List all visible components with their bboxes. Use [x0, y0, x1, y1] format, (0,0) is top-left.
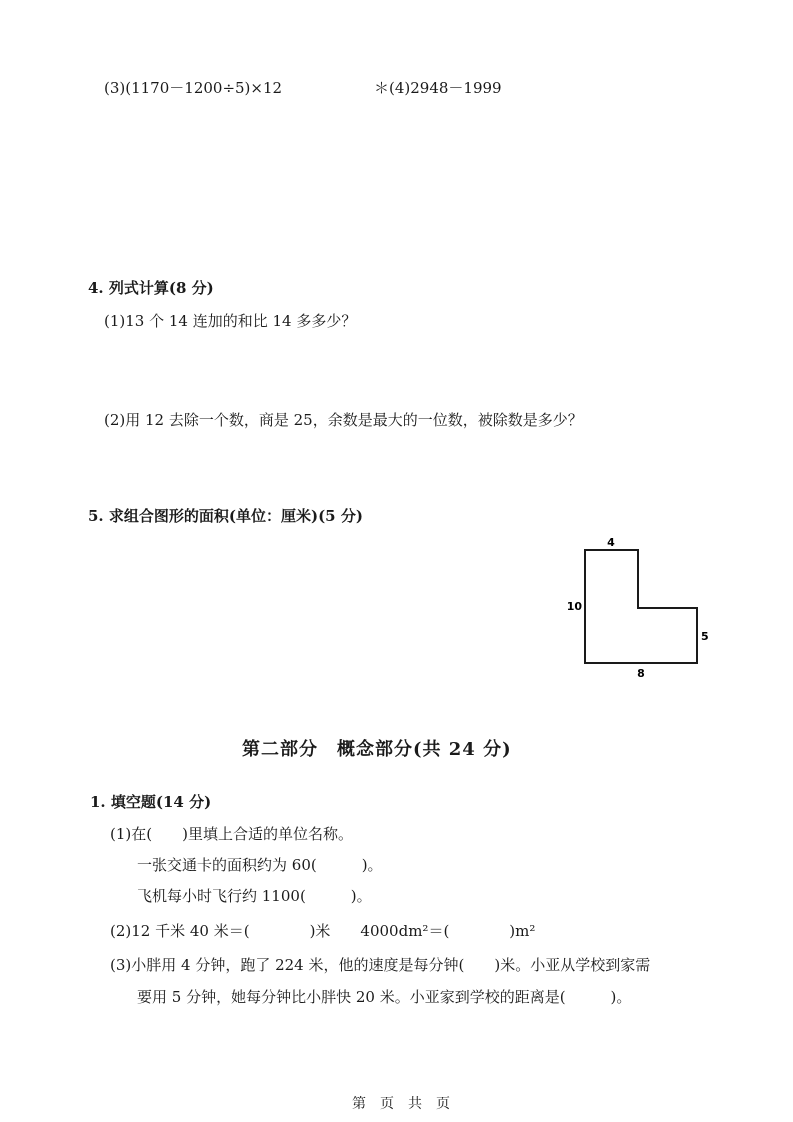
- l-shape-outline: [585, 550, 697, 663]
- l-shape-figure: [560, 530, 720, 680]
- problem-4-expression: ＊(4)2948－1999: [374, 79, 502, 97]
- section-5-heading: 5. 求组合图形的面积(单位：厘米)(5 分): [88, 507, 363, 525]
- part-2-question-1: (1)在( )里填上合适的单位名称。: [110, 825, 353, 843]
- problem-3-expression: (3)(1170－1200÷5)×12: [104, 79, 283, 97]
- section-4-question-1: (1)13 个 14 连加的和比 14 多多少？: [104, 312, 357, 330]
- part-2-heading: 1. 填空题(14 分): [90, 793, 212, 811]
- figure-label-right: 5: [701, 630, 709, 643]
- figure-label-left: 10: [566, 600, 582, 613]
- part-2-question-2: (2)12 千米 40 米＝( )米 4000dm²＝( )m²: [110, 922, 536, 940]
- part-2-question-1a: 一张交通卡的面积约为 60( )。: [137, 856, 383, 874]
- part-2-question-1b: 飞机每小时飞行约 1100( )。: [137, 887, 372, 905]
- figure-label-top: 4: [607, 536, 615, 549]
- part-2-question-3-line-1: (3)小胖用 4 分钟，跑了 224 米，他的速度是每分钟( )米。小亚从学校到家需: [110, 956, 651, 974]
- section-4-heading: 4. 列式计算(8 分): [88, 279, 214, 297]
- page-footer: 第 页 共 页: [352, 1096, 450, 1112]
- figure-label-bottom: 8: [637, 667, 645, 680]
- part-2-question-3-line-2: 要用 5 分钟，她每分钟比小胖快 20 米。小亚家到学校的距离是( )。: [137, 988, 632, 1006]
- part-2-title: 第二部分 概念部分(共 24 分): [242, 739, 512, 760]
- section-4-question-2: (2)用 12 去除一个数，商是 25，余数是最大的一位数，被除数是多少？: [104, 411, 583, 429]
